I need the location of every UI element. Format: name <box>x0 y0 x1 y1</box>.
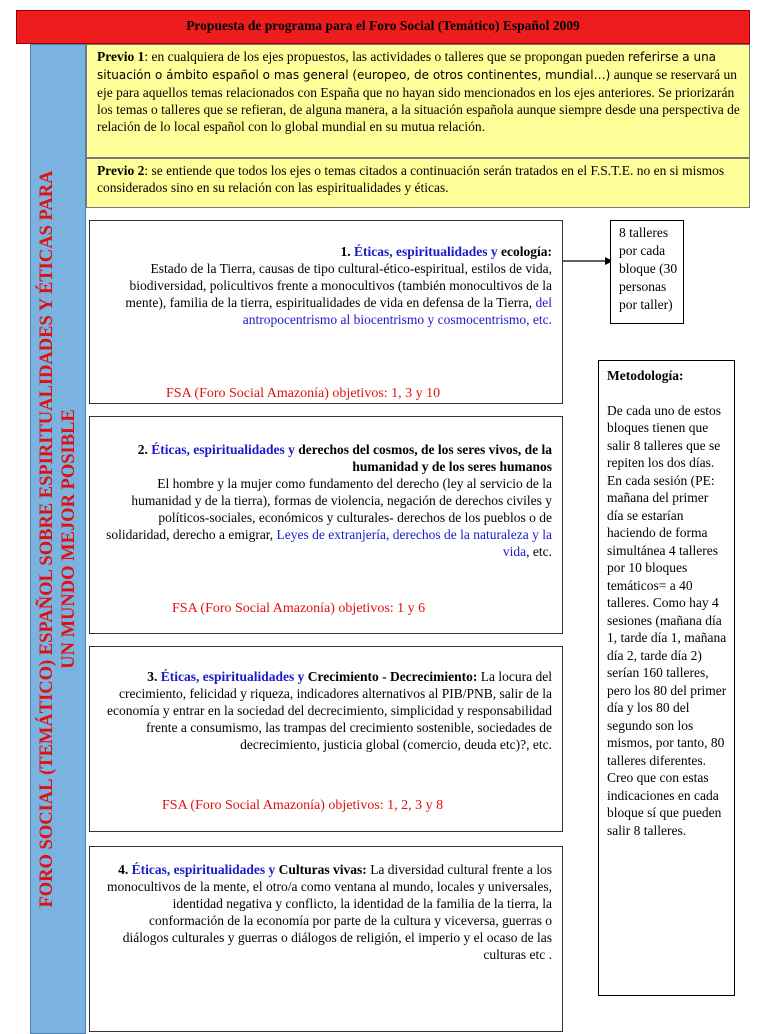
block-4-number: 4. <box>118 862 132 877</box>
block-2-fsa: FSA (Foro Social Amazonía) objetivos: 1 y 6 <box>172 601 426 616</box>
block-2-body <box>90 475 562 560</box>
block-1 <box>89 220 563 404</box>
block-3 <box>89 646 563 832</box>
block-4 <box>89 846 563 1032</box>
block-3-title-rest: Crecimiento - Decrecimiento: <box>304 669 478 684</box>
block-1-body <box>90 260 562 328</box>
talleres-note-text: 8 talleres por cada bloque (30 personas por taller) <box>619 225 678 312</box>
page-title <box>16 10 750 44</box>
block-2-heading <box>90 441 562 475</box>
block-1-heading <box>90 243 562 260</box>
side-banner-line-1: FORO SOCIAL (TEMÁTICO) ESPAÑOL SOBRE ESPIRITUALIDADES Y ÉTICAS PARA <box>37 170 57 908</box>
previo-1-text-b: aunque se reservará un eje para aquellos temas relacionados con España que no hayan sido mencionados en los ejes anteriores. Se priorizarán los temas o talleres que se refieran, de alguna manera, a la situación española aunque siempre desde una perspectiva de relación de lo local español con lo global mundial en su mutua relación. <box>97 67 740 134</box>
side-banner <box>30 44 86 1034</box>
previo-2-text: : se entiende que todos los ejes o temas citados a continuación serán tratados en el F.S.T.E. no en si mismos considerados sino en su relación con las espiritualidades y éticas. <box>97 163 725 195</box>
block-4-title-rest: Culturas vivas: <box>275 862 367 877</box>
block-4-blue-title: Éticas, espiritualidades y <box>131 862 276 877</box>
side-banner-text <box>36 89 80 989</box>
block-2-body-end: , etc. <box>526 544 552 559</box>
block-1-title-rest: ecología: <box>497 244 552 259</box>
previo-1-box <box>86 44 750 158</box>
block-1-number: 1. <box>340 244 354 259</box>
block-2-title-rest: derechos del cosmos, de los seres vivos, de la humanidad y de los seres humanos <box>294 442 552 474</box>
block-3-body <box>90 668 562 753</box>
block-2 <box>89 416 563 634</box>
block-2-blue-title: Éticas, espiritualidades y <box>151 442 295 457</box>
metodologia-box <box>598 360 735 996</box>
block-2-number: 2. <box>137 442 152 457</box>
talleres-note-box <box>610 220 684 324</box>
page-title-text: Propuesta de programa para el Foro Social (Temático) Español 2009 <box>186 18 580 33</box>
metodologia-text: De cada uno de estos bloques tienen que salir 8 talleres que se repiten los dos días. En cada sesión (PE: mañana del primer día se estarían haciendo de forma simultánea 4 talleres por 10 bloques temáticos= a 40 talleres. Como hay 4 sesiones (mañana día 1, tarde día 1, mañana día 2, tarde día 2) serían 160 talleres, pero los 80 del primer día y los 80 del segundo son los mismos, por tanto, 80 talleres diferentes. Creo que con estas indicaciones en cada bloque sí que pueden salir 8 talleres. <box>607 402 727 838</box>
block-4-body <box>90 861 562 963</box>
block-1-body-blue: del antropocentrismo al biocentrismo y cosmocentrismo, etc. <box>242 295 552 327</box>
side-banner-line-2: UN MUNDO MEJOR POSIBLE <box>59 409 79 669</box>
previo-1-text-mono: referirse a una situación o ámbito español o mas general (europeo, de otros continentes, mundial…) <box>97 50 717 82</box>
block-2-body-text: El hombre y la mujer como fundamento del derecho (ley al servicio de la humanidad y de la tierra), formas de violencia, negación de derechos civiles y políticos-sociales, económicos y culturales- derechos de los pueblos o de solidaridad, derecho a emigrar, <box>106 476 552 542</box>
block-1-body-text: Estado de la Tierra, causas de tipo cultural-ético-espiritual, estilos de vida, biodiversidad, policultivos frente a monocultivos (también monocultivos de la mente), familia de la tierra, espiritualidades de vida en defensa de la Tierra, <box>125 261 552 310</box>
previo-2-label: Previo 2 <box>97 163 145 178</box>
block-4-body-text: La diversidad cultural frente a los monocultivos de la mente, el otro/a como ventana al mundo, locales y universales, identidad negativa y conflicto, la identidad de la familia de la tierra, la conformación de la economía por parte de la cultura y viceversa, guerras o diálogos culturales y guerras o diálogos de religión, el imperio y el ocaso de las culturas etc . <box>107 862 552 962</box>
block-1-fsa: FSA (Foro Social Amazonía) objetivos: 1, 3 y 10 <box>166 386 441 401</box>
block-3-blue-title: Éticas, espiritualidades y <box>160 669 305 684</box>
arrow-right-icon <box>563 255 613 267</box>
previo-1-label: Previo 1 <box>97 49 145 64</box>
previo-1-text-a: : en cualquiera de los ejes propuestos, las actividades o talleres que se propongan pueden <box>144 49 625 64</box>
block-3-number: 3. <box>147 669 161 684</box>
metodologia-title: Metodología: <box>607 368 684 383</box>
block-1-blue-title: Éticas, espiritualidades y <box>354 244 498 259</box>
previo-2-box <box>86 158 750 208</box>
block-3-body-text: La locura del crecimiento, felicidad y riqueza, indicadores alternativos al PIB/PNB, salir de la economía y entrar en la sociedad del decrecimiento, simplicidad y responsabilidad frente a consumismo, las trampas del crecimiento sostenible, sociedades de decrecimiento, justicia global (comercio, deuda etc)?, etc. <box>107 669 552 752</box>
block-3-fsa: FSA (Foro Social Amazonía) objetivos: 1, 2, 3 y 8 <box>162 798 444 813</box>
block-2-body-blue: Leyes de extranjería, derechos de la naturaleza y la vida <box>276 527 552 559</box>
